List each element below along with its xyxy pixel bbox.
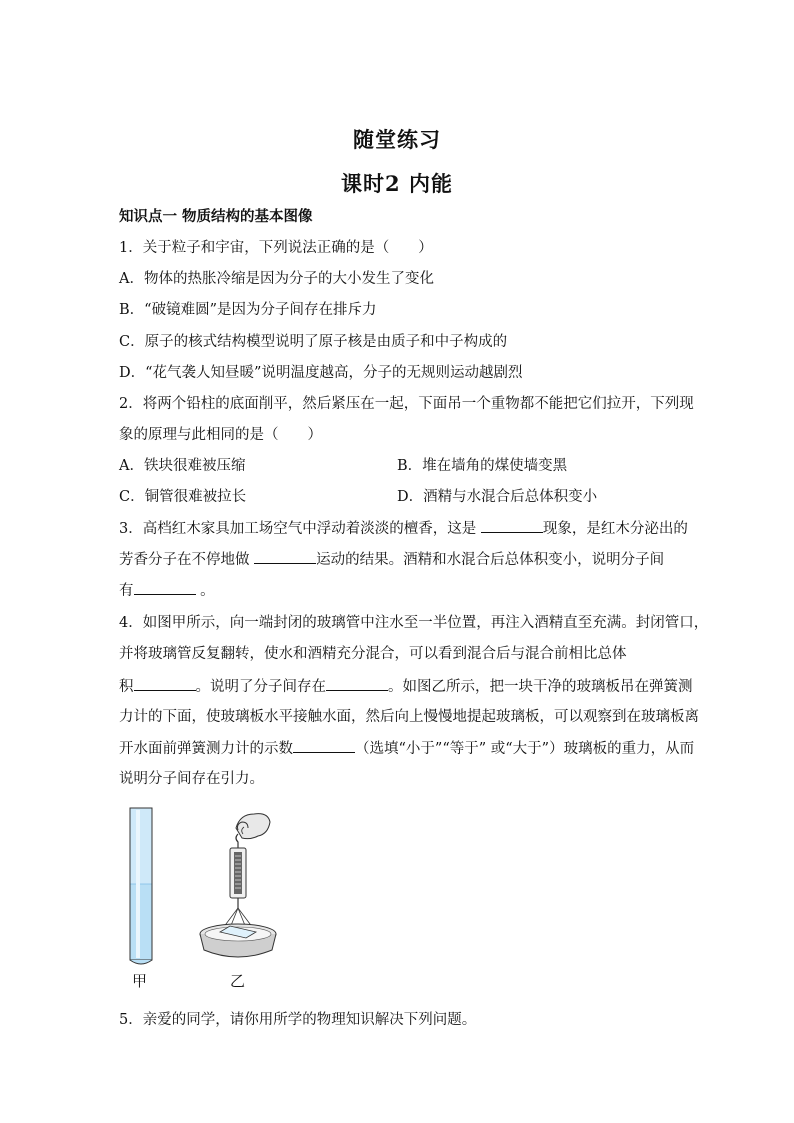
q2-option-b: B．堆在墙角的煤使墙变黑 <box>397 458 568 474</box>
q3-text: 现象，是红木分泌出的 <box>542 521 688 537</box>
q1-option-b: B．“破镜难圆”是因为分子间存在排斥力 <box>119 302 377 318</box>
answer-blank[interactable] <box>254 549 316 564</box>
q4-line5 <box>119 738 694 759</box>
q2-stem-line1: 2．将两个铅柱的底面削平，然后紧压在一起，下面吊一个重物都不能把它们拉开，下列现 <box>119 396 694 412</box>
answer-blank[interactable] <box>481 518 543 533</box>
q4-text: （选填“小于”“等于” 或“大于”）玻璃板的重力，从而 <box>355 741 695 757</box>
page-title: 随堂练习 <box>353 127 441 152</box>
q4-text: 。如图乙所示，把一块干净的玻璃板吊在弹簧测 <box>388 679 693 695</box>
q4-line1: 4．如图甲所示，向一端封闭的玻璃管中注水至一半位置，再注入酒精直至充满。封闭管口， <box>119 615 709 631</box>
q1-option-a: A．物体的热胀冷缩是因为分子的大小发生了变化 <box>119 271 434 287</box>
q4-text: 积 <box>119 679 134 695</box>
q5-stem: 5．亲爱的同学，请你用所学的物理知识解决下列问题。 <box>119 1012 477 1028</box>
q4-line2: 并将玻璃管反复翻转，使水和酒精充分混合，可以看到混合后与混合前相比总体 <box>119 646 627 662</box>
answer-blank[interactable] <box>293 738 355 753</box>
q2-option-c: C．铜管很难被拉长 <box>119 489 247 505</box>
figure-label-jia: 甲 <box>132 972 148 990</box>
glass-tube-illustration <box>130 808 152 964</box>
q3-text: 运动的结果。酒精和水混合后总体积变小，说明分子间 <box>316 552 665 568</box>
q2-option-a: A．铁块很难被压缩 <box>119 458 246 474</box>
q3-text: 有 <box>119 583 134 599</box>
q4-line4: 力计的下面，使玻璃板水平接触水面，然后向上慢慢地提起玻璃板，可以观察到在玻璃板离 <box>119 709 699 725</box>
spring-scale-illustration <box>200 814 276 957</box>
q4-line3 <box>119 676 693 697</box>
q1-stem: 1．关于粒子和宇宙，下列说法正确的是（ ） <box>119 240 433 256</box>
figure-label-yi: 乙 <box>230 972 246 990</box>
q1-option-d: D．“花气袭人知昼暖”说明温度越高，分子的无规则运动越剧烈 <box>119 365 523 381</box>
q4-text: 。说明了分子间存在 <box>195 679 326 695</box>
q3-text: 3．高档红木家具加工场空气中浮动着淡淡的檀香，这是 <box>119 521 481 537</box>
answer-blank[interactable] <box>134 580 196 595</box>
q2-option-d: D．酒精与水混合后总体积变小 <box>397 489 598 505</box>
q2-stem-line2: 象的原理与此相同的是（ ） <box>119 427 322 443</box>
q3-line2 <box>119 549 664 570</box>
q3-text: 芳香分子在不停地做 <box>119 552 255 568</box>
section-heading: 知识点一 物质结构的基本图像 <box>119 208 313 225</box>
q4-line6: 说明分子间存在引力。 <box>119 771 264 787</box>
q4-text: 开水面前弹簧测力计的示数 <box>119 741 293 757</box>
q3-text: 。 <box>195 583 215 599</box>
answer-blank[interactable] <box>134 676 196 691</box>
answer-blank[interactable] <box>326 676 388 691</box>
experiment-figure <box>118 800 298 1000</box>
q1-option-c: C．原子的核式结构模型说明了原子核是由质子和中子构成的 <box>119 334 508 350</box>
q3-line1 <box>119 518 688 539</box>
q3-line3 <box>119 580 215 601</box>
lesson-subtitle: 课时2 内能 <box>341 171 453 196</box>
